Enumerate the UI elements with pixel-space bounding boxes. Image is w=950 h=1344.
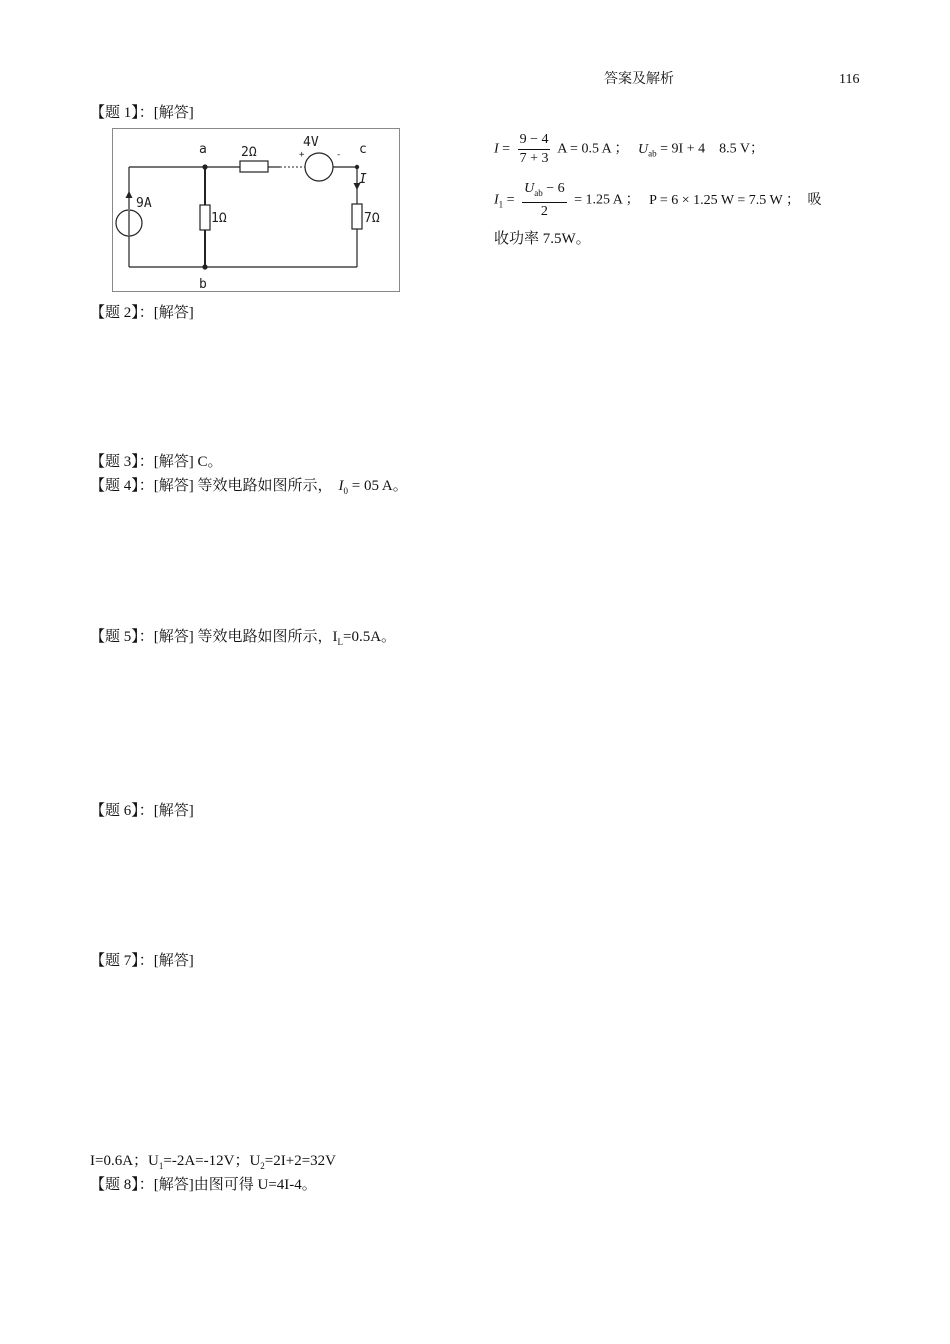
node-b-label: b <box>199 277 207 292</box>
resistor-1ohm <box>200 205 210 230</box>
resistor-2ohm <box>240 161 268 172</box>
page-number: 116 <box>839 72 860 87</box>
resistor-7ohm <box>352 204 362 229</box>
voltage-source-label: 4V <box>303 135 319 150</box>
q6-label: 【题 6】：[解答] <box>90 803 194 819</box>
q8-label: 【题 8】：[解答]由图可得 U=4I-4。 <box>90 1177 317 1193</box>
node-b-dot <box>202 264 207 269</box>
node-c-label: c <box>359 142 367 157</box>
fraction: $\frac{U_{ab} - 6}{2}$ <box>524 181 565 219</box>
voltage-source <box>305 153 333 181</box>
q2-label: 【题 2】：[解答] <box>90 305 194 321</box>
q7-label: 【题 7】：[解答] <box>90 953 194 969</box>
q1-equation-2: $I_1$ = $\frac{U_{ab} - 6}{2}$ = 1.25 A ； P = 6 × 1.25 W = 7.5 W ； 吸 <box>494 181 822 219</box>
minus-sign: - <box>336 150 342 160</box>
q1-conclusion: 收功率 7.5W。 <box>494 231 591 247</box>
r3-label: 7Ω <box>364 211 380 226</box>
q3-label: 【题 3】：[解答] C。 <box>90 454 223 470</box>
header-title: 答案及解析 <box>604 72 674 87</box>
node-a-dot <box>202 164 207 169</box>
node-a-label: a <box>199 142 207 157</box>
q1-label: 【题 1】：[解答] <box>90 105 194 121</box>
fraction: $\frac{9 - 4}{7 + 3}$ <box>519 132 549 166</box>
q5-label: 【题 5】：[解答] 等效电路如图所示，$I_L=0.5A$。 <box>90 629 397 647</box>
node-c-dot <box>355 165 359 169</box>
plus-sign: + <box>299 150 305 160</box>
r2-label: 2Ω <box>241 145 257 160</box>
current-source-label: 9A <box>136 196 152 211</box>
circuit-diagram <box>112 128 400 292</box>
q1-equation-1: I = $\frac{9 - 4}{7 + 3}$ A = 0.5 A ； $U_{ab} = 9I + 4$ 8.5 V； <box>494 132 764 166</box>
q4-label: 【题 4】：[解答] 等效电路如图所示， $I_0 = 05$ A。 <box>90 478 408 496</box>
q7-result: I=0.6A；$U_1=-2A=-12V$；$U_2=2I+2=32V$ <box>90 1153 337 1171</box>
r1-label: 1Ω <box>211 211 227 226</box>
current-i-label: I <box>359 172 367 187</box>
